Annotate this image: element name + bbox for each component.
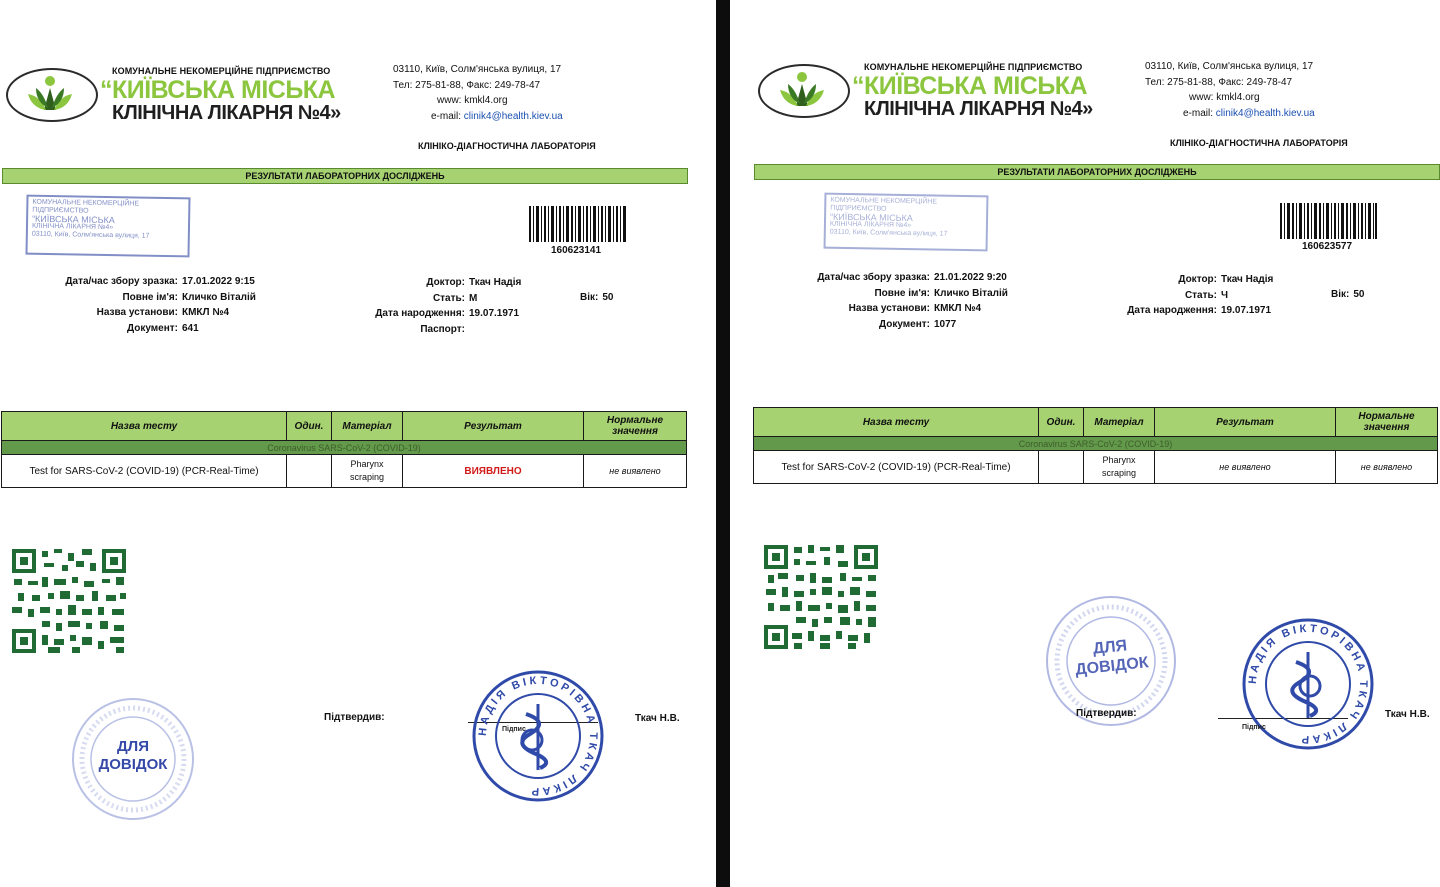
document-label: Документ: xyxy=(878,318,930,330)
org-name-line2: КЛІНІЧНА ЛІКАРНЯ №4» xyxy=(864,98,1093,120)
col-material: Матеріал xyxy=(1084,408,1155,437)
category-row xyxy=(2,441,687,455)
document-value: 1077 xyxy=(934,318,957,330)
institution-label: Назва установи: xyxy=(848,303,930,314)
org-type: КОМУНАЛЬНЕ НЕКОМЕРЦІЙНЕ ПІДПРИЄМСТВО xyxy=(112,66,331,76)
col-unit: Один. xyxy=(1039,408,1084,437)
document-value: 641 xyxy=(182,322,199,334)
table-row xyxy=(2,455,687,488)
age-value: 50 xyxy=(602,292,614,303)
barcode-number: 160623577 xyxy=(1302,241,1353,252)
age-info xyxy=(1331,289,1364,300)
barcode-number: 160623141 xyxy=(551,245,602,256)
doctor-label: Доктор: xyxy=(1178,274,1217,285)
material-cell: Pharynx scraping xyxy=(332,455,403,488)
confirmed-label: Підтвердив: xyxy=(1076,708,1137,719)
org-name-line1: “КИЇВСЬКА МІСЬКА xyxy=(100,76,336,104)
reference-stamp-text: ДЛЯ ДОВІДОК xyxy=(98,738,168,773)
table-header-row xyxy=(754,408,1438,437)
table-row xyxy=(754,451,1438,484)
doctor-stamp-ring-text: НАДІЯ ВІКТОРІВНА ТКАЧ ЛІКАР xyxy=(1246,622,1370,746)
col-test-name: Назва тесту xyxy=(754,408,1039,437)
sex-label: Стать: xyxy=(432,292,465,304)
phone: Тел: 275-81-88, Факс: 249-78-47 xyxy=(393,79,541,91)
stamp-org-name: “КИЇВСЬКА МІСЬКА xyxy=(32,213,115,226)
full-name-value: Кличко Віталій xyxy=(182,291,256,303)
results-title-bar: РЕЗУЛЬТАТИ ЛАБОРАТОРНИХ ДОСЛІДЖЕНЬ xyxy=(2,168,688,184)
stamp-org-name2: КЛІНІЧНА ЛІКАРНЯ №4» xyxy=(31,222,114,232)
institution-value: КМКЛ №4 xyxy=(934,303,982,314)
institution-label: Назва установи: xyxy=(96,307,178,318)
sex-value: М xyxy=(469,292,478,304)
doctor-stamp-ring-text: НАДІЯ ВІКТОРІВНА ТКАЧ ЛІКАР xyxy=(476,674,600,798)
website: www: kmkl4.org xyxy=(437,95,508,106)
qr-code[interactable] xyxy=(764,545,878,654)
unit-cell xyxy=(287,455,332,488)
age-label: Вік: xyxy=(580,292,599,303)
category-row xyxy=(754,437,1438,451)
col-test-name: Назва тесту xyxy=(2,412,287,441)
category-cell: Coronavirus SARS-CoV-2 (COVID-19) xyxy=(2,441,687,455)
stamp-address: 03110, Київ, Солм'янська вулиця, 17 xyxy=(829,228,948,238)
institution-stamp xyxy=(824,193,989,252)
barcode-icon xyxy=(1280,203,1378,239)
qr-code-icon xyxy=(12,549,126,653)
contacts-block xyxy=(393,62,563,124)
collection-label: Дата/час збору зразка: xyxy=(65,276,178,287)
col-result: Результат xyxy=(1155,408,1336,437)
full-name-label: Повне ім'я: xyxy=(874,287,930,299)
confirmed-label: Підтвердив: xyxy=(324,712,385,723)
reference-stamp-text: ДЛЯ ДОВІДОК xyxy=(1074,637,1150,679)
results-table xyxy=(1,411,687,488)
reference-stamp xyxy=(68,694,198,829)
qr-code[interactable] xyxy=(12,549,126,658)
page-divider xyxy=(716,0,730,887)
doctor-info xyxy=(1117,272,1273,319)
institution-stamp xyxy=(25,195,190,258)
birth-label: Дата народження: xyxy=(375,308,465,319)
email-link[interactable]: clinik4@health.kiev.ua xyxy=(1215,107,1315,119)
test-name-cell: Test for SARS-CoV-2 (COVID-19) (PCR-Real-Time) xyxy=(2,455,287,488)
doctor-label: Доктор: xyxy=(426,277,465,288)
stamp-org-type: КОМУНАЛЬНЕ НЕКОМЕРЦІЙНЕ ПІДПРИЄМСТВО xyxy=(32,198,140,215)
patient-info xyxy=(60,274,256,336)
doctor-stamp xyxy=(1240,616,1376,757)
result-cell: не виявлено xyxy=(1155,451,1336,484)
org-name-line2: КЛІНІЧНА ЛІКАРНЯ №4» xyxy=(112,102,341,124)
sex-label: Стать: xyxy=(1184,289,1217,301)
results-title-bar: РЕЗУЛЬТАТИ ЛАБОРАТОРНИХ ДОСЛІДЖЕНЬ xyxy=(754,164,1440,180)
leaf-logo-icon xyxy=(776,70,828,110)
collection-value: 21.01.2022 9:20 xyxy=(934,272,1007,283)
address: 03110, Київ, Солм'янська вулиця, 17 xyxy=(1145,61,1314,72)
material-cell: Pharynx scraping xyxy=(1084,451,1155,484)
signature-mark: Підпис xyxy=(1242,724,1266,731)
age-value: 50 xyxy=(1353,289,1365,300)
caduceus-seal-icon xyxy=(1240,616,1376,752)
unit-cell xyxy=(1039,451,1084,484)
birth-value: 19.07.1971 xyxy=(469,308,520,319)
contacts-block xyxy=(1145,59,1315,121)
phone: Тел: 275-81-88, Факс: 249-78-47 xyxy=(1145,76,1293,88)
lab-title: КЛІНІКО-ДІАГНОСТИЧНА ЛАБОРАТОРІЯ xyxy=(1170,138,1348,148)
col-normal: Нормальне значення xyxy=(584,412,687,441)
col-normal: Нормальне значення xyxy=(1336,408,1438,437)
signature-mark: Підпис xyxy=(502,726,526,733)
stamp-org-name: “КИЇВСЬКА МІСЬКА xyxy=(829,211,913,224)
caduceus-seal-icon xyxy=(470,668,606,804)
table-header-row xyxy=(2,412,687,441)
institution-value: КМКЛ №4 xyxy=(182,307,230,318)
lab-report-right xyxy=(730,0,1440,887)
col-unit: Один. xyxy=(287,412,332,441)
full-name-value: Кличко Віталій xyxy=(934,287,1008,299)
email-label: e-mail: xyxy=(431,110,462,122)
lab-report-left xyxy=(0,0,716,887)
birth-label: Дата народження: xyxy=(1127,305,1217,316)
results-table xyxy=(753,407,1438,484)
collection-value: 17.01.2022 9:15 xyxy=(182,276,255,287)
full-name-label: Повне ім'я: xyxy=(122,291,178,303)
col-result: Результат xyxy=(403,412,584,441)
clinic-logo xyxy=(758,64,850,118)
doctor-value: Ткач Надія xyxy=(469,277,522,288)
email-line xyxy=(393,109,563,125)
org-type: КОМУНАЛЬНЕ НЕКОМЕРЦІЙНЕ ПІДПРИЄМСТВО xyxy=(864,62,1083,72)
sex-value: Ч xyxy=(1221,289,1229,301)
collection-label: Дата/час збору зразка: xyxy=(817,272,930,283)
age-info xyxy=(580,292,613,303)
signer-name: Ткач Н.В. xyxy=(1385,709,1430,720)
patient-info xyxy=(812,270,1008,332)
category-cell: Coronavirus SARS-CoV-2 (COVID-19) xyxy=(754,437,1438,451)
signer-name: Ткач Н.В. xyxy=(635,713,680,724)
org-name-line1: “КИЇВСЬКА МІСЬКА xyxy=(852,72,1088,100)
leaf-logo-icon xyxy=(24,74,76,114)
normal-value-cell: не виявлено xyxy=(1336,451,1438,484)
website: www: kmkl4.org xyxy=(1189,92,1260,103)
stamp-address: 03110, Київ, Солм'янська вулиця, 17 xyxy=(31,230,150,240)
stamp-org-type: КОМУНАЛЬНЕ НЕКОМЕРЦІЙНЕ ПІДПРИЄМСТВО xyxy=(830,196,938,213)
birth-value: 19.07.1971 xyxy=(1221,305,1272,316)
passport-label: Паспорт: xyxy=(420,323,465,335)
qr-code-icon xyxy=(764,545,878,649)
document-label: Документ: xyxy=(126,322,178,334)
email-line xyxy=(1145,106,1315,122)
test-name-cell: Test for SARS-CoV-2 (COVID-19) (PCR-Real-Time) xyxy=(754,451,1039,484)
doctor-value: Ткач Надія xyxy=(1221,274,1274,285)
normal-value-cell: не виявлено xyxy=(584,455,687,488)
result-cell: ВИЯВЛЕНО xyxy=(403,455,584,488)
email-label: e-mail: xyxy=(1183,107,1214,119)
barcode xyxy=(1280,203,1378,239)
address: 03110, Київ, Солм'янська вулиця, 17 xyxy=(393,64,562,75)
lab-title: КЛІНІКО-ДІАГНОСТИЧНА ЛАБОРАТОРІЯ xyxy=(418,141,596,151)
age-label: Вік: xyxy=(1331,289,1350,300)
clinic-logo xyxy=(6,68,98,122)
email-link[interactable]: clinik4@health.kiev.ua xyxy=(463,110,563,122)
doctor-info xyxy=(365,275,521,337)
doctor-stamp xyxy=(470,668,606,809)
col-material: Матеріал xyxy=(332,412,403,441)
barcode xyxy=(529,206,627,242)
barcode-icon xyxy=(529,206,627,242)
stamp-org-name2: КЛІНІЧНА ЛІКАРНЯ №4» xyxy=(829,220,912,230)
